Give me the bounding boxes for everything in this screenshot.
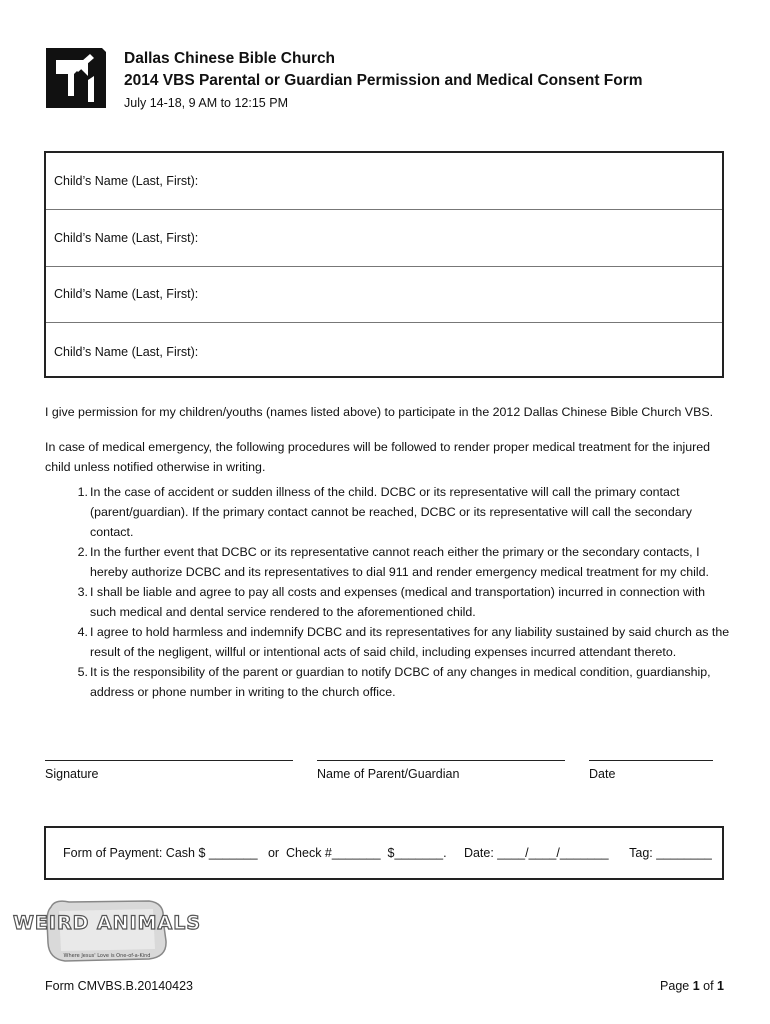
children-names-box: [44, 151, 724, 378]
item-text: In the further event that DCBC or its representative cannot reach either the primary or the secondary contacts, I hereby authorize DCBC and its representatives to dial 911 and render emergency medical treatment for my child.: [90, 545, 709, 579]
page-prefix: Page: [660, 979, 693, 993]
logo-tagline: Where Jesus' Love is One-of-a-Kind: [63, 953, 151, 959]
item-text: It is the responsibility of the parent or guardian to notify DCBC of any changes in medical condition, guardianship, address or phone number in writing to the church office.: [90, 665, 711, 699]
child-name-label: Child’s Name (Last, First):: [54, 173, 199, 188]
child-name-field[interactable]: [46, 210, 722, 267]
weird-animals-logo: [12, 897, 202, 965]
payment-fields: Form of Payment: Cash $ _______ or Check #_______ $_______. Date: ____/____/_______ Tag: ________: [63, 846, 712, 860]
page-of: of: [699, 979, 718, 993]
logo-word-weird: WEIRD ANIMALS: [12, 912, 202, 934]
payment-box[interactable]: [44, 826, 724, 880]
page-total: 1: [717, 979, 724, 993]
item-text: I shall be liable and agree to pay all costs and expenses (medical and transportation) incurred in connection with such medical and dental service rendered to the aforementioned child.: [90, 585, 706, 619]
consent-body: [45, 402, 735, 702]
list-item: [45, 582, 735, 622]
form-title: 2014 VBS Parental or Guardian Permission and Medical Consent Form: [124, 72, 643, 89]
event-dates: July 14-18, 9 AM to 12:15 PM: [124, 96, 288, 110]
form-id: Form CMVBS.B.20140423: [45, 979, 193, 993]
list-item: [45, 482, 735, 542]
church-logo-icon: [44, 46, 108, 110]
item-number: 4.: [77, 625, 88, 639]
parent-name-line[interactable]: [317, 760, 565, 761]
organization-name: Dallas Chinese Bible Church: [124, 50, 336, 67]
child-name-field[interactable]: [46, 267, 722, 324]
date-label: Date: [589, 767, 616, 781]
item-number: 2.: [77, 545, 88, 559]
item-number: 1.: [77, 485, 88, 499]
item-number: 3.: [77, 585, 88, 599]
item-number: 5.: [77, 665, 88, 679]
item-text: In the case of accident or sudden illness of the child. DCBC or its representative will call the primary contact (parent/guardian). If the primary contact cannot be reached, DCBC or its representative will call the secondary contact.: [90, 485, 692, 539]
child-name-field[interactable]: [46, 153, 722, 210]
page-current: 1: [692, 979, 700, 993]
permission-statement: I give permission for my children/youths (names listed above) to participate in the 2012 Dallas Chinese Bible Church VBS.: [45, 405, 714, 419]
page-number: [660, 979, 724, 993]
list-item: [45, 542, 735, 582]
signature-label: Signature: [45, 767, 99, 781]
item-text: I agree to hold harmless and indemnify DCBC and its representatives for any liability sustained by said church as the result of the negligent, willful or intentional acts of said child, including expenses incurred attendant thereto.: [90, 625, 730, 659]
signature-line[interactable]: [45, 760, 293, 761]
list-item: [45, 662, 735, 702]
date-line[interactable]: [589, 760, 713, 761]
child-name-field[interactable]: [46, 323, 722, 380]
child-name-label: Child’s Name (Last, First):: [54, 230, 199, 245]
procedures-list: [45, 482, 735, 702]
medical-intro: In case of medical emergency, the following procedures will be followed to render proper medical treatment for the injured child unless notified otherwise in writing.: [45, 440, 711, 474]
child-name-label: Child’s Name (Last, First):: [54, 344, 199, 359]
list-item: [45, 622, 735, 662]
child-name-label: Child’s Name (Last, First):: [54, 287, 199, 302]
form-header: [124, 48, 643, 113]
parent-name-label: Name of Parent/Guardian: [317, 767, 460, 781]
